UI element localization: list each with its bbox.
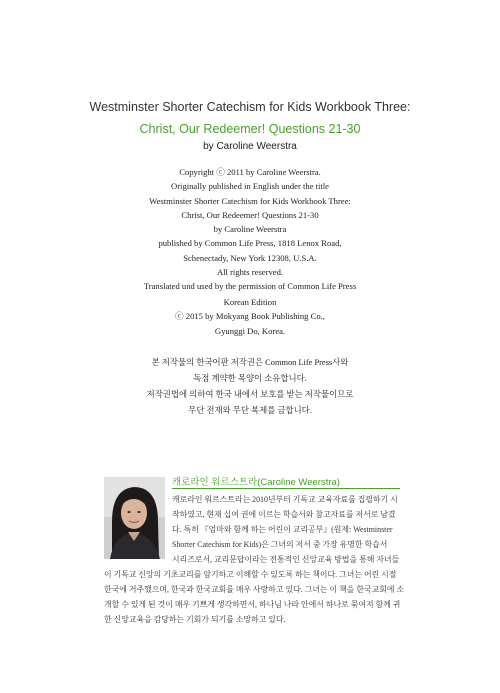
bio-line: 개할 수 있게 된 것이 매우 기쁘게 생각하면서, 하나님 나라 안에서 하나로 묶여져 함께 귀 [104, 600, 401, 610]
bio-line: 시리즈로서, 교리문답이라는 전통적인 신앙교육 방법을 통해 자녀들 [172, 555, 400, 565]
bio-divider [172, 488, 400, 489]
copyright-block [0, 165, 500, 294]
edition-line: Korean Edition [223, 297, 277, 307]
copyright-line: Schenectady, New York 12308, U.S.A. [183, 252, 317, 263]
author-byline: by Caroline Weerstra [203, 141, 297, 152]
bio-line: 이 기독교 신앙의 기초교리를 암기하고 이해할 수 있도록 하는 책이다. 그녀는 어린 시절 [104, 570, 397, 579]
author-portrait-image [104, 477, 165, 559]
bio-line: 한국에 거주했으며, 한국과 한국교회를 매우 사랑하고 있다. 그녀는 이 책을 한국교회에 소 [104, 585, 405, 595]
copyright-line: Translated und used by the permission of Common Life Press [143, 281, 357, 292]
rights-notice [0, 355, 500, 419]
bio-line: 작하였고, 현재 십여 권에 이르는 학습서와 참고자료를 저서로 남겼 [172, 510, 396, 520]
notice-line: 본 저작물의 한국어판 저작권은 Common Life Press사와 [151, 358, 349, 367]
series-title: Westminster Shorter Catechism for Kids Workbook Three: [89, 100, 411, 114]
edition-line: ⓒ 2015 by Mokyang Book Publishing Co., [175, 311, 325, 322]
copyright-line: Westminster Shorter Catechism for Kids Workbook Three: [149, 195, 351, 206]
copyright-line: by Caroline Weerstra [213, 224, 287, 235]
notice-line: 무단 전재와 무단 복제를 금합니다. [188, 406, 312, 415]
bio-line: 캐로라인 워르스트라는 2010년부터 기독교 교육자료를 집필하기 시 [172, 495, 398, 504]
bio-line: Shorter Catechism for Kids)은 그녀의 저서 중 가장 유명한 학습서 [172, 540, 388, 550]
copyright-line: published by Common Life Press, 1818 Lenox Road, [158, 238, 342, 249]
copyright-line: Copyright ⓒ 2011 by Caroline Weerstra. [179, 167, 321, 177]
copyright-line: Originally published in English under the title [170, 181, 329, 192]
book-subtitle: Christ, Our Redeemer! Questions 21-30 [139, 122, 361, 136]
copyright-line: Christ, Our Redeemer! Questions 21-30 [181, 209, 319, 220]
bio-line: 다. 특히 『엄마와 함께 하는 어린이 교리공부』(원제: Westminster [172, 525, 393, 535]
author-photo [104, 477, 165, 559]
copyright-line: All rights reserved. [216, 267, 284, 278]
notice-line: 독점 계약한 목양이 소유합니다. [193, 374, 307, 383]
korean-edition-block [0, 295, 500, 338]
bio-line: 한 신앙교육을 감당하는 기회가 되기를 소망하고 있다. [104, 615, 286, 625]
notice-line: 저작권법에 의하여 한국 내에서 보호를 받는 저작물이므로 [146, 390, 354, 399]
edition-line: Gyunggi Do, Korea. [214, 325, 286, 336]
bio-heading: 캐로라인 워르스트라(Caroline Weerstra) [172, 477, 340, 488]
bio-text-full [104, 567, 405, 627]
bio-text-right [172, 492, 400, 567]
